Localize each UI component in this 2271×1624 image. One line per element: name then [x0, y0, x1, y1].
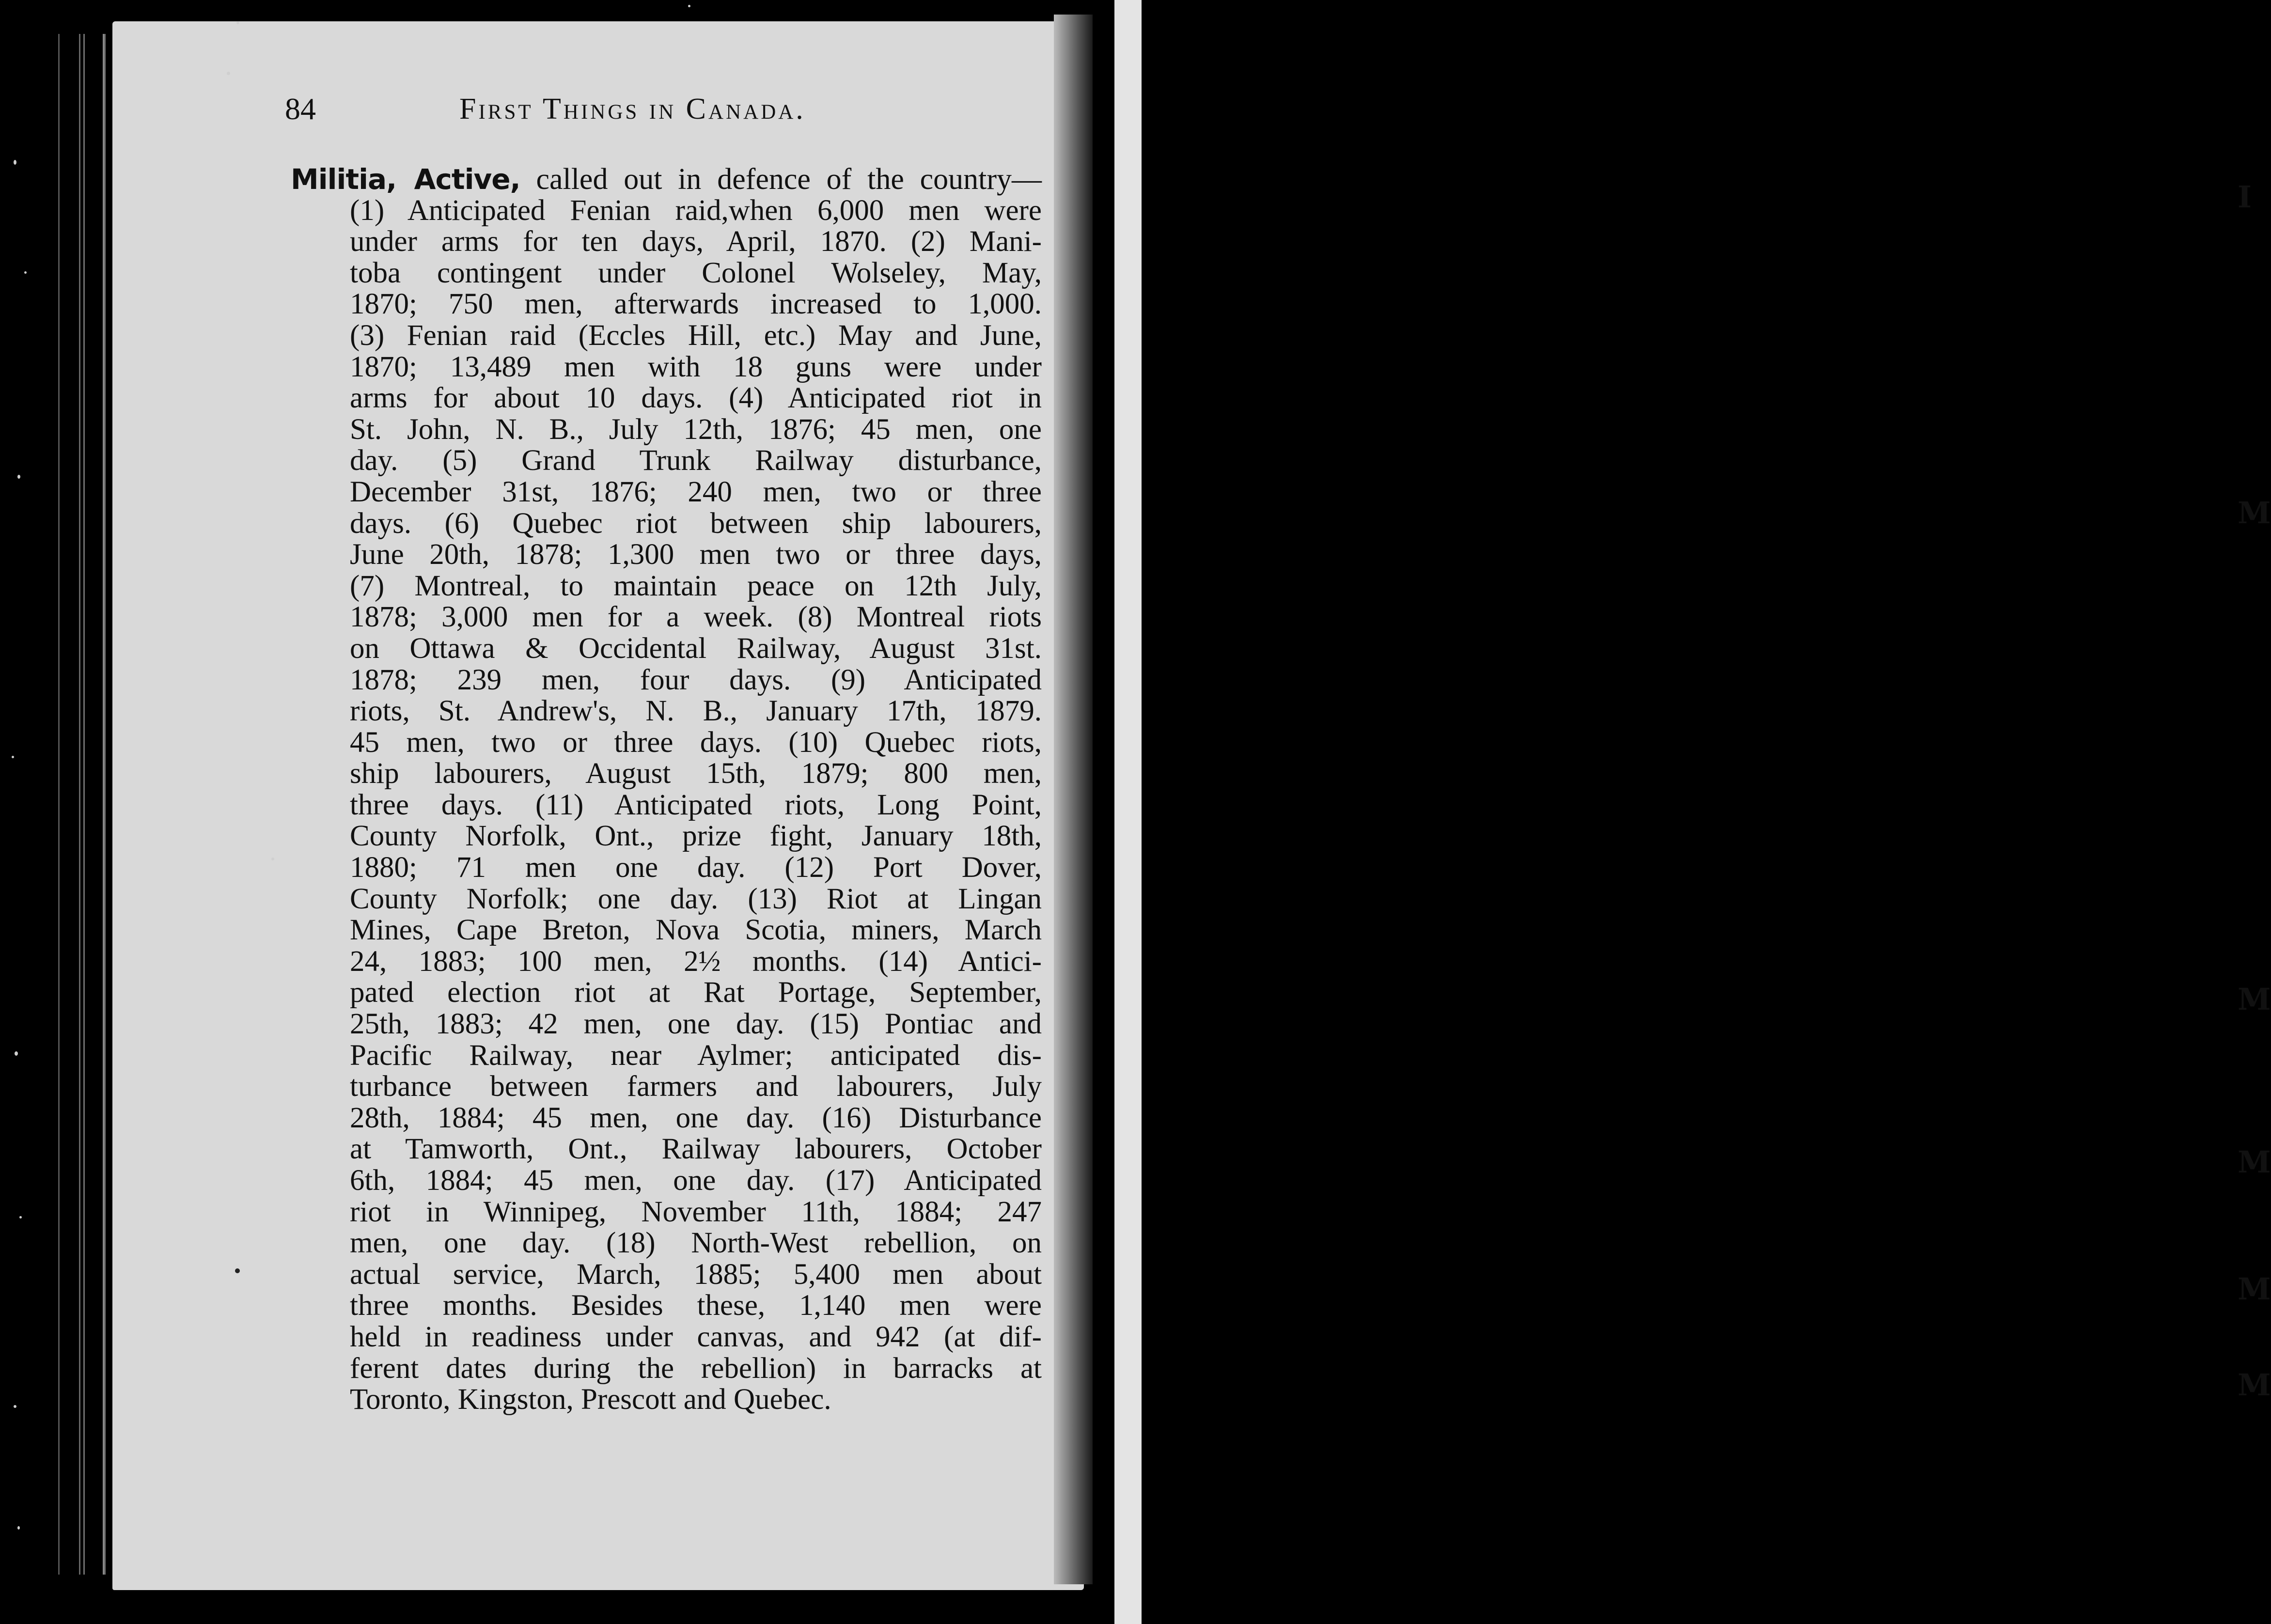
entry-line-text: called out in defence of the country— — [536, 163, 1042, 196]
entry-line: arms for about 10 days. (4) Anticipated riot in — [350, 382, 1042, 415]
entry-line: actual service, March, 1885; 5,400 men about — [350, 1258, 1042, 1291]
book-title: First Things in Canada. — [459, 93, 806, 125]
facing-page-letter: M — [2238, 1271, 2271, 1307]
entry-line: 1878; 3,000 men for a week. (8) Montreal riots — [350, 601, 1042, 634]
entry-headword: Militia, Active, — [291, 163, 520, 196]
facing-page-letter: I — [2238, 179, 2252, 215]
facing-page-letter: M — [2238, 495, 2271, 531]
facing-page-letter: M — [2238, 1144, 2271, 1180]
entry-line: 1880; 71 men one day. (12) Port Dover, — [350, 851, 1042, 884]
militia-entry — [291, 164, 1042, 1416]
entry-line: pated election riot at Rat Portage, September, — [350, 976, 1042, 1009]
entry-line: ferent dates during the rebellion) in barracks at — [350, 1352, 1042, 1385]
entry-line: 6th, 1884; 45 men, one day. (17) Anticipated — [350, 1164, 1042, 1197]
entry-line: three months. Besides these, 1,140 men were — [350, 1289, 1042, 1322]
entry-line: (3) Fenian raid (Eccles Hill, etc.) May and June, — [350, 319, 1042, 352]
entry-line: turbance between farmers and labourers, July — [350, 1070, 1042, 1103]
entry-line — [291, 164, 1042, 195]
entry-line: 1878; 239 men, four days. (9) Anticipated — [350, 663, 1042, 696]
entry-line: three days. (11) Anticipated riots, Long Point, — [350, 788, 1042, 821]
entry-line: ship labourers, August 15th, 1879; 800 men, — [350, 757, 1042, 790]
entry-line: men, one day. (18) North-West rebellion, on — [350, 1227, 1042, 1260]
entry-line: 1870; 13,489 men with 18 guns were under — [350, 350, 1042, 383]
entry-line: (1) Anticipated Fenian raid,when 6,000 men were — [350, 194, 1042, 227]
entry-line: 45 men, two or three days. (10) Quebec riots, — [350, 726, 1042, 759]
entry-line: (7) Montreal, to maintain peace on 12th July, — [350, 569, 1042, 602]
entry-line: days. (6) Quebec riot between ship labourers, — [350, 507, 1042, 540]
page-number: 84 — [285, 92, 316, 126]
gutter-shadow — [1054, 15, 1093, 1584]
facing-page-letter: M — [2238, 982, 2271, 1017]
entry-line: riots, St. Andrew's, N. B., January 17th, 1879. — [350, 695, 1042, 728]
entry-line: held in readiness under canvas, and 942 (at dif- — [350, 1320, 1042, 1353]
entry-line: 24, 1883; 100 men, 2½ months. (14) Antici- — [350, 945, 1042, 978]
facing-page-letter: M — [2238, 1367, 2271, 1403]
entry-line: riot in Winnipeg, November 11th, 1884; 247 — [350, 1195, 1042, 1228]
page-edge-lines — [58, 34, 80, 1575]
entry-line: County Norfolk; one day. (13) Riot at Lingan — [350, 882, 1042, 915]
entry-line: June 20th, 1878; 1,300 men two or three days, — [350, 538, 1042, 571]
entry-line: Toronto, Kingston, Prescott and Quebec. — [350, 1383, 831, 1416]
entry-line: at Tamworth, Ont., Railway labourers, October — [350, 1133, 1042, 1166]
ink-dot — [235, 1268, 240, 1273]
entry-line: day. (5) Grand Trunk Railway disturbance, — [350, 444, 1042, 477]
entry-line: 1870; 750 men, afterwards increased to 1,000. — [350, 288, 1042, 321]
entry-line: December 31st, 1876; 240 men, two or three — [350, 475, 1042, 508]
facing-page-edge — [1114, 0, 2271, 1624]
entry-line: Mines, Cape Breton, Nova Scotia, miners, March — [350, 914, 1042, 947]
entry-line: 25th, 1883; 42 men, one day. (15) Pontiac and — [350, 1008, 1042, 1041]
entry-line: Pacific Railway, near Aylmer; anticipated dis- — [350, 1039, 1042, 1072]
entry-line: St. John, N. B., July 12th, 1876; 45 men, one — [350, 413, 1042, 446]
entry-line: County Norfolk, Ont., prize fight, January 18th, — [350, 820, 1042, 853]
entry-line: 28th, 1884; 45 men, one day. (16) Disturbance — [350, 1101, 1042, 1134]
entry-line: under arms for ten days, April, 1870. (2) Mani- — [350, 225, 1042, 258]
entry-line: on Ottawa & Occidental Railway, August 31st. — [350, 632, 1042, 665]
entry-line: toba contingent under Colonel Wolseley, May, — [350, 256, 1042, 289]
